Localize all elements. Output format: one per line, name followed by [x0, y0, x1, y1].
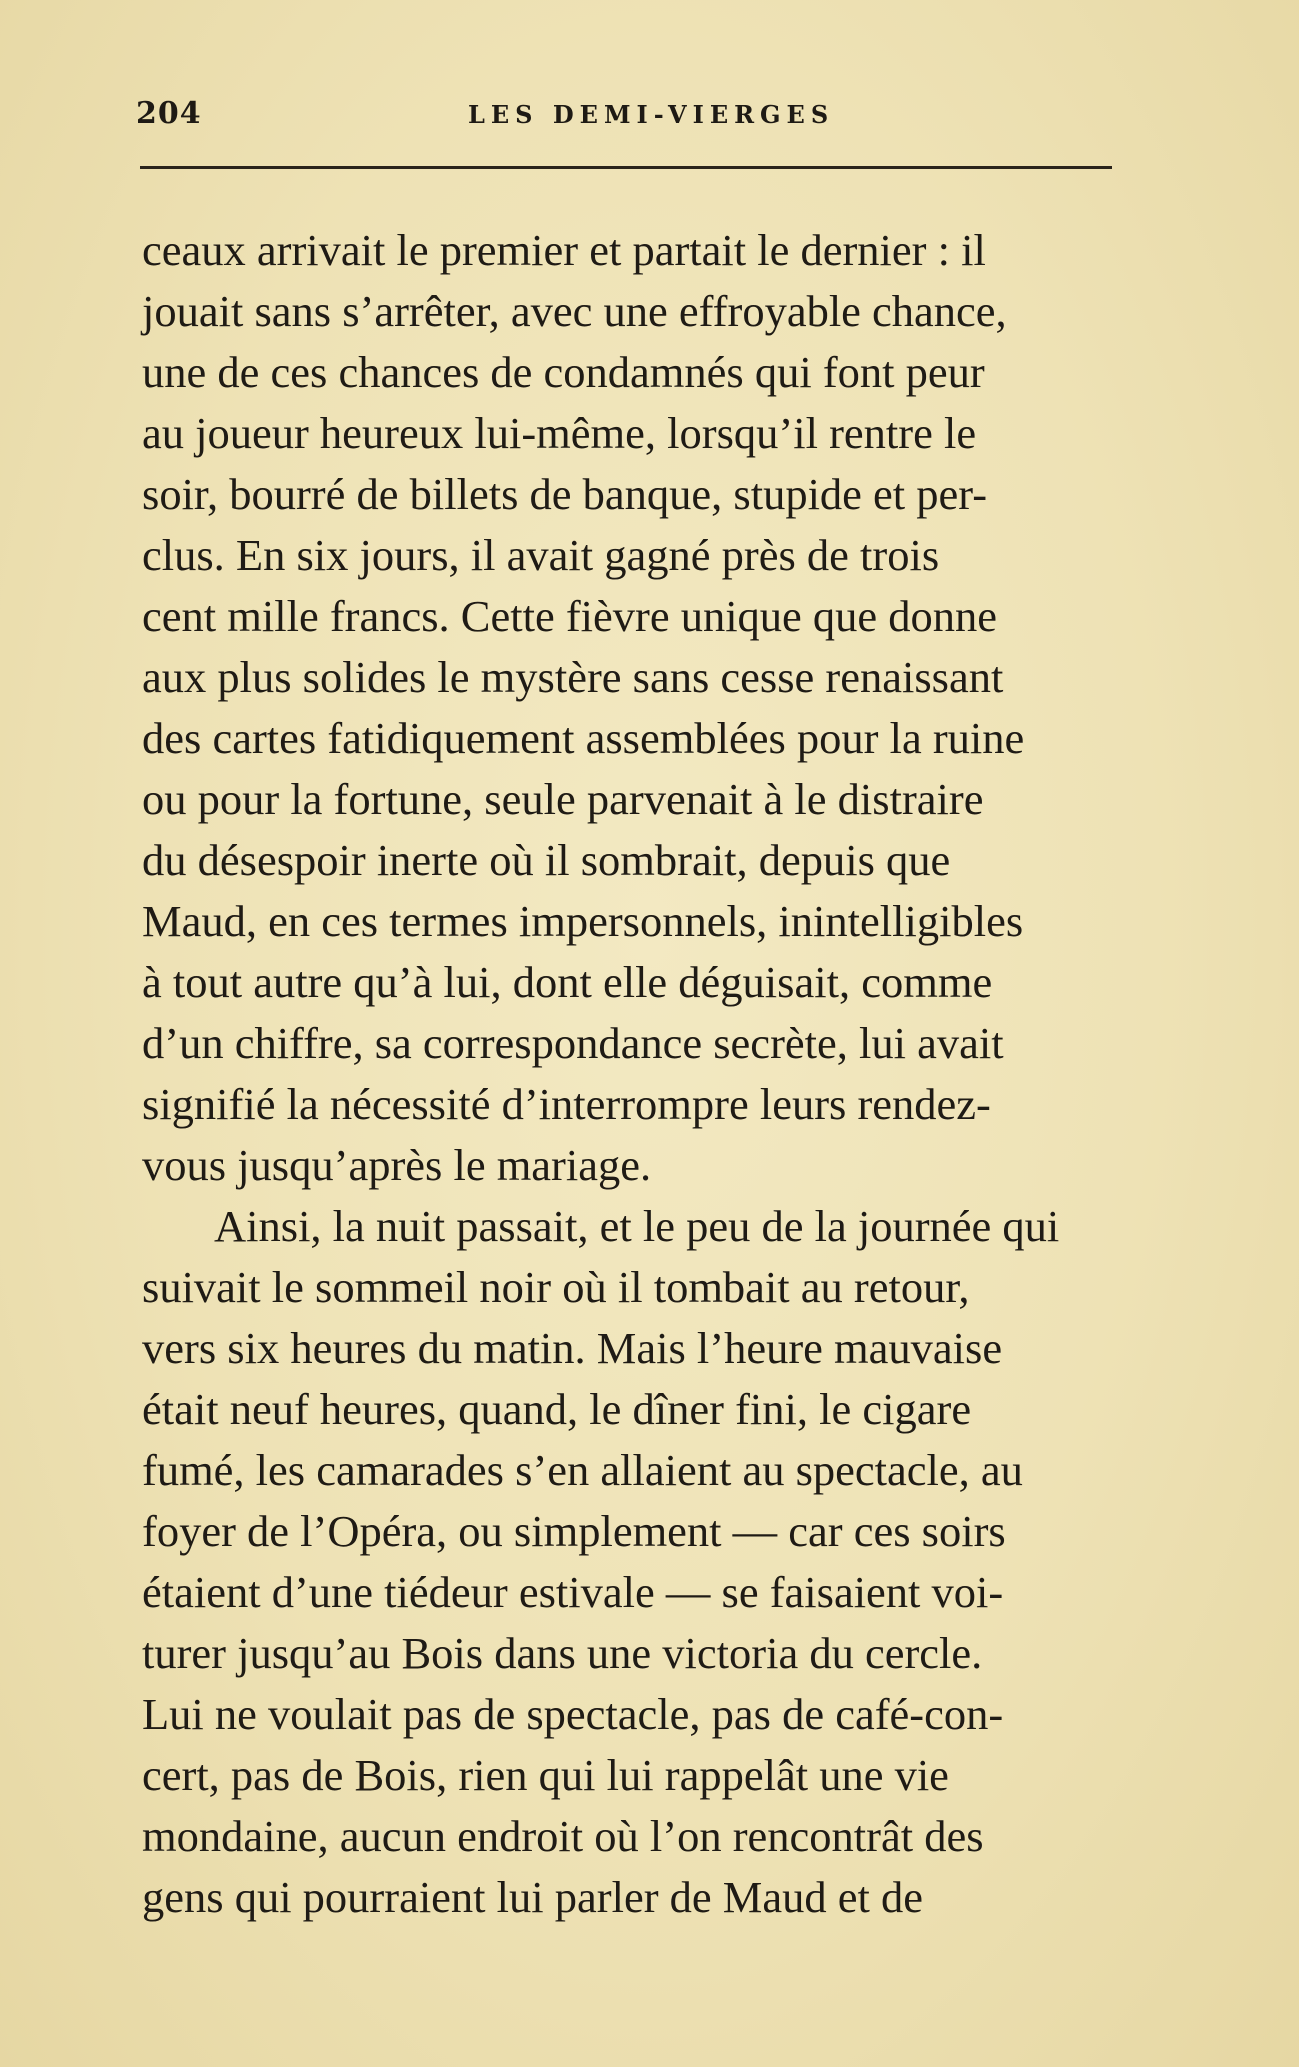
paragraph-start-line: Ainsi, la nuit passait, et le peu de la journée qui: [214, 1201, 1060, 1251]
text-line: signifié la nécessité d’interrompre leurs rendez-: [142, 1079, 991, 1129]
text-line: était neuf heures, quand, le dîner fini, le cigare: [142, 1384, 972, 1434]
text-line: mondaine, aucun endroit où l’on rencontrât des: [142, 1811, 984, 1861]
text-line: des cartes fatidiquement assemblées pour la ruine: [142, 713, 1025, 763]
page-number: 204: [136, 96, 202, 131]
text-line: suivait le sommeil noir où il tombait au retour,: [142, 1262, 970, 1312]
text-line: jouait sans s’arrêter, avec une effroyable chance,: [142, 286, 1007, 336]
page-header: [136, 96, 1111, 136]
text-line: d’un chiffre, sa correspondance secrète, lui avait: [142, 1018, 1004, 1068]
text-line: foyer de l’Opéra, ou simplement — car ces soirs: [142, 1506, 1006, 1556]
text-line: cent mille francs. Cette fièvre unique que donne: [142, 591, 998, 641]
text-line: au joueur heureux lui-même, lorsqu’il rentre le: [142, 408, 977, 458]
text-line: vous jusqu’après le mariage.: [142, 1140, 652, 1190]
text-line: aux plus solides le mystère sans cesse renaissant: [142, 652, 1004, 702]
text-line: turer jusqu’au Bois dans une victoria du cercle.: [142, 1628, 983, 1678]
text-line: vers six heures du matin. Mais l’heure mauvaise: [142, 1323, 1003, 1373]
text-line: une de ces chances de condamnés qui font peur: [142, 347, 985, 397]
text-line: cert, pas de Bois, rien qui lui rappelât une vie: [142, 1750, 949, 1800]
text-line: à tout autre qu’à lui, dont elle déguisait, comme: [142, 957, 993, 1007]
text-line: clus. En six jours, il avait gagné près de trois: [142, 530, 940, 580]
text-line: Maud, en ces termes impersonnels, inintelligibles: [142, 896, 1024, 946]
text-line: du désespoir inerte où il sombrait, depuis que: [142, 835, 951, 885]
text-line: ou pour la fortune, seule parvenait à le distraire: [142, 774, 984, 824]
text-line: ceaux arrivait le premier et partait le dernier : il: [142, 225, 986, 275]
text-line: soir, bourré de billets de banque, stupide et per-: [142, 469, 988, 519]
text-line: étaient d’une tiédeur estivale — se faisaient voi-: [142, 1567, 1004, 1617]
text-line: fumé, les camarades s’en allaient au spectacle, au: [142, 1445, 1023, 1495]
text-line: gens qui pourraient lui parler de Maud et de: [142, 1872, 923, 1922]
header-rule: [140, 166, 1112, 169]
body-text: [142, 220, 1152, 1928]
running-title: LES DEMI-VIERGES: [468, 100, 835, 129]
text-line: Lui ne voulait pas de spectacle, pas de café-con-: [142, 1689, 1004, 1739]
